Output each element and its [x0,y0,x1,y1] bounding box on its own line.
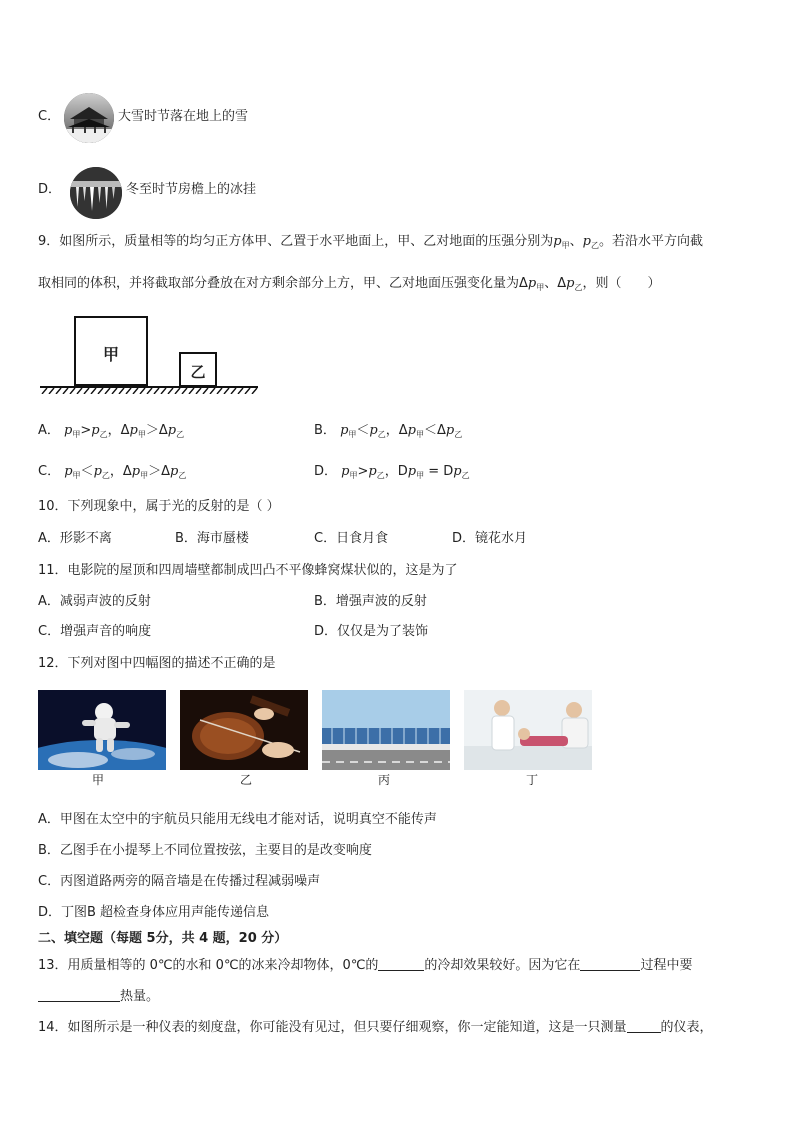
q10-option-b: B．海市蜃楼 [175,531,249,546]
q12-option-a: A．甲图在太空中的宇航员只能用无线电才能对话，说明真空不能传声 [38,812,437,827]
snow-palace-image [64,93,114,143]
q13-line1: 13．用质量相等的 0℃的水和 0℃的冰来冷却物体，0℃的 的冷却效果较好。因为它在 过程中要 [38,958,693,973]
sound-barrier-image [322,690,450,770]
caption-yi: 乙 [240,773,253,787]
cube-jia [74,316,148,386]
q12-stem: 12．下列对图中四幅图的描述不正确的是 [38,656,276,671]
q10-option-a: A．形影不离 [38,531,112,546]
q9-option-b: B． $p_甲<p_乙$，$\Delta p_甲<\Delta p_乙$ [314,423,463,439]
q12-option-d: D．丁图B 超检查身体应用声能传递信息 [38,905,270,920]
ground-hatch [40,388,258,394]
q10-option-d: D．镜花水月 [452,531,528,546]
q11-stem: 11．电影院的屋顶和四周墙壁都制成凹凸不平像蜂窝煤状似的，这是为了 [38,563,458,578]
q8-option-c: C． [38,109,61,124]
q13-line2: 热量。 [38,987,159,1007]
cube-yi [179,352,217,387]
q11-option-a: A．减弱声波的反射 [38,594,151,609]
q11-option-c: C．增强声音的响度 [38,624,152,639]
q9-option-a: A． $p_甲>p_乙$，$\Delta p_甲>\Delta p_乙$ [38,423,185,439]
q10-stem: 10．下列现象中，属于光的反射的是（ ） [38,499,280,514]
section-title: 二、填空题（每题 5分，共 4 题，20 分） [38,931,288,946]
q13-blank-2[interactable] [580,956,640,971]
cube-yi-label: 乙 [190,363,206,381]
q14-blank-1[interactable] [627,1018,661,1033]
q9-option-d: D． $p_甲>p_乙$，$Dp_甲 = Dp_乙$ [314,464,470,480]
q8-option-d: D． [38,182,62,197]
q8-option-d-text: 冬至时节房檐上的冰挂 [126,182,257,197]
q11-option-b: B．增强声波的反射 [314,594,427,609]
caption-bing: 丙 [378,773,391,787]
ultrasound-image [464,690,592,770]
q9-stem-line2: 取相同的体积，并将截取部分叠放在对方剩余部分上方，甲、乙对地面压强变化量为$\Delta p_甲$、$\Delta p_乙$，则（ ） [38,276,661,292]
astronaut-image [38,690,166,770]
q13-blank-3[interactable] [38,987,120,1002]
q12-option-c: C．丙图道路两旁的隔音墙是在传播过程减弱噪声 [38,874,321,889]
q11-option-d: D．仅仅是为了装饰 [314,624,429,639]
q10-option-c: C．日食月食 [314,531,389,546]
q14-line1: 14．如图所示是一种仪表的刻度盘，你可能没有见过，但只要仔细观察，你一定能知道，这是一只测量 的仪表， [38,1020,713,1035]
cube-jia-label: 甲 [102,345,119,364]
q9-option-c: C． $p_甲<p_乙$，$\Delta p_甲>\Delta p_乙$ [38,464,187,480]
caption-ding: 丁 [526,773,539,787]
violin-image [180,690,308,770]
q13-blank-1[interactable] [378,956,424,971]
q8-option-c-text: 大雪时节落在地上的雪 [118,109,249,124]
caption-jia: 甲 [92,773,105,787]
q9-stem-line1: 9．如图所示，质量相等的均匀正方体甲、乙置于水平地面上，甲、乙对地面的压强分别为$p_甲$、$p_乙$。若沿水平方向截 [38,234,703,250]
q12-option-b: B．乙图手在小提琴上不同位置按弦，主要目的是改变响度 [38,843,372,858]
cubes-figure [38,312,262,398]
icicle-image [70,167,122,219]
